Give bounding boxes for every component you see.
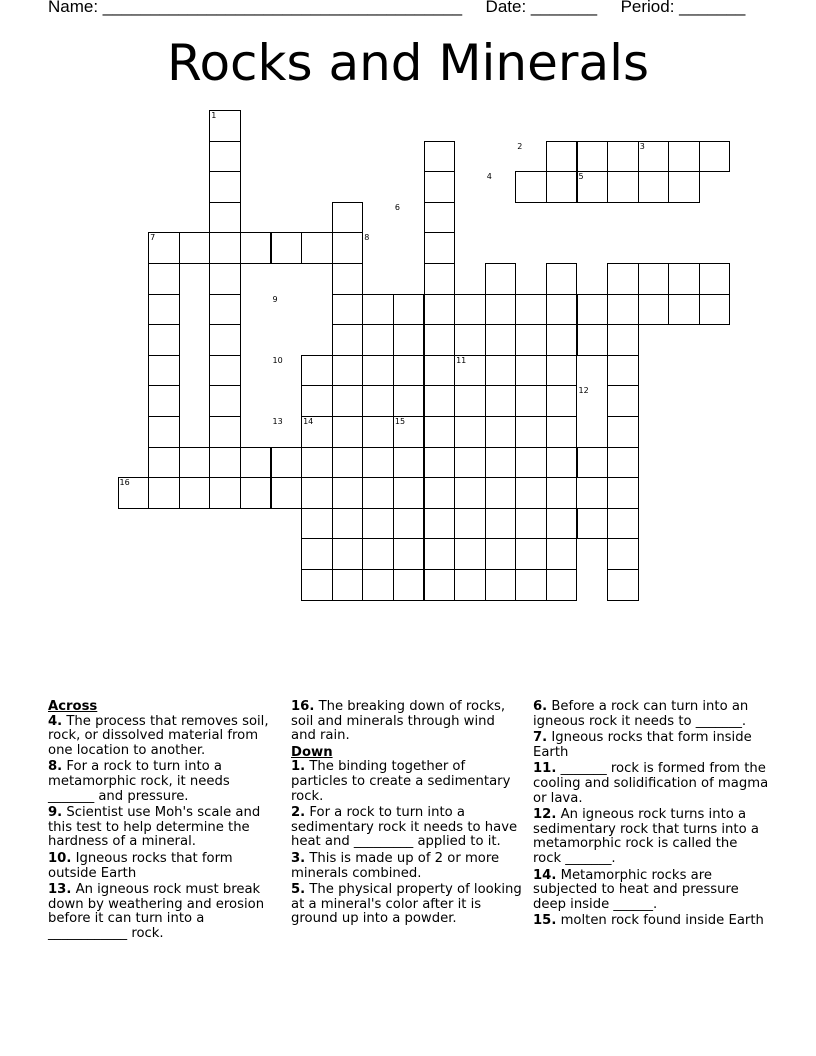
crossword-cell[interactable] (546, 141, 578, 173)
crossword-cell[interactable] (362, 569, 394, 601)
crossword-cell[interactable] (607, 141, 639, 173)
clue-number: 5. (291, 882, 306, 898)
crossword-cell[interactable] (454, 477, 486, 509)
crossword-cell[interactable] (209, 477, 241, 509)
crossword-cell[interactable] (209, 263, 241, 295)
clue-number-label: 6 (394, 202, 400, 212)
name-label[interactable]: Name: ______________________________________ (48, 0, 463, 16)
crossword-cell[interactable] (485, 477, 517, 509)
crossword-cell[interactable] (546, 263, 578, 295)
clue-text: Scientist use Moh's scale and this test to help determine the hardness of a mineral. (48, 805, 261, 850)
crossword-cell[interactable] (393, 477, 425, 509)
across-clue (48, 715, 280, 759)
across-clue (48, 806, 280, 850)
clue-text: The physical property of looking at a mineral's color after it is ground up into a powder. (291, 882, 522, 927)
clue-number: 15. (533, 913, 557, 929)
crossword-cell[interactable] (332, 324, 364, 356)
crossword-cell[interactable] (546, 355, 578, 387)
clue-text: _______ rock is formed from the cooling and solidification of magma or lava. (533, 761, 769, 806)
crossword-cell[interactable] (454, 508, 486, 540)
crossword-cell[interactable] (301, 569, 333, 601)
clue-number: 3. (291, 850, 306, 866)
crossword-cell[interactable] (148, 416, 180, 448)
crossword-cell[interactable] (301, 385, 333, 417)
crossword-cell[interactable] (240, 232, 272, 264)
clue-number-label: 8 (364, 233, 370, 243)
crossword-cell[interactable] (577, 141, 609, 173)
crossword-cell[interactable] (424, 202, 456, 234)
crossword-cell[interactable] (607, 477, 639, 509)
crossword-cell[interactable] (362, 294, 394, 326)
clue-number-label: 3 (639, 141, 645, 151)
crossword-cell[interactable] (424, 263, 456, 295)
crossword-cell[interactable] (393, 294, 425, 326)
clue-number: 10. (48, 850, 72, 866)
crossword-cell[interactable] (332, 202, 364, 234)
across-clue (48, 760, 280, 804)
page-title: Rocks and Minerals (166, 34, 650, 92)
clue-column-1 (48, 700, 280, 944)
crossword-cell[interactable] (424, 385, 456, 417)
crossword-cell[interactable] (393, 569, 425, 601)
crossword-cell[interactable] (424, 508, 456, 540)
period-label[interactable]: Period: _______ (620, 0, 746, 16)
clue-number: 12. (533, 807, 557, 823)
crossword-cell[interactable] (546, 569, 578, 601)
crossword-cell[interactable] (332, 294, 364, 326)
crossword-cell[interactable] (515, 355, 547, 387)
clue-text: For a rock to turn into a sedimentary rock it needs to have heat and _________ applied to it. (291, 805, 518, 850)
crossword-cell[interactable] (240, 477, 272, 509)
crossword-cell[interactable] (209, 385, 241, 417)
crossword-cell[interactable] (699, 294, 731, 326)
clue-column-3 (533, 700, 769, 931)
crossword-cell[interactable] (546, 477, 578, 509)
crossword-cell[interactable] (424, 538, 456, 570)
crossword-cell[interactable] (148, 477, 180, 509)
crossword-cell[interactable] (209, 324, 241, 356)
crossword-cell[interactable] (332, 508, 364, 540)
crossword-cell[interactable] (607, 447, 639, 479)
crossword-cell[interactable] (515, 416, 547, 448)
crossword-cell[interactable] (607, 324, 639, 356)
crossword-cell[interactable] (485, 416, 517, 448)
crossword-cell[interactable] (485, 538, 517, 570)
clue-number: 14. (533, 867, 557, 883)
clue-number-label: 2 (517, 141, 523, 151)
clue-text: An igneous rock turns into a sedimentary rock that turns into a metamorphic rock is called the rock _______. (533, 807, 759, 866)
crossword-cell[interactable] (301, 538, 333, 570)
crossword-cell[interactable] (454, 324, 486, 356)
crossword-cell[interactable] (362, 324, 394, 356)
clue-number: 7. (533, 730, 548, 746)
crossword-cell[interactable] (209, 355, 241, 387)
crossword-cell[interactable] (209, 232, 241, 264)
crossword-cell[interactable] (148, 294, 180, 326)
date-label[interactable]: Date: _______ (485, 0, 598, 16)
crossword-cell[interactable] (485, 508, 517, 540)
crossword-cell[interactable] (515, 171, 547, 203)
clue-number-label: 5 (578, 172, 584, 182)
crossword-cell[interactable] (546, 447, 578, 479)
crossword-cell[interactable] (607, 171, 639, 203)
down-heading: Down (291, 744, 333, 760)
clue-number: 9. (48, 805, 63, 821)
crossword-cell[interactable] (638, 171, 670, 203)
crossword-cell[interactable] (332, 416, 364, 448)
crossword-cell[interactable] (301, 477, 333, 509)
clue-column-2 (291, 700, 523, 929)
crossword-cell[interactable] (546, 294, 578, 326)
crossword-cell[interactable] (515, 569, 547, 601)
crossword-cell[interactable] (485, 569, 517, 601)
clue-text: Metamorphic rocks are subjected to heat and pressure deep inside ______. (533, 867, 739, 912)
crossword-cell[interactable] (607, 416, 639, 448)
crossword-cell[interactable] (668, 171, 700, 203)
crossword-cell[interactable] (362, 447, 394, 479)
clue-number: 13. (48, 882, 72, 898)
crossword-cell[interactable] (209, 447, 241, 479)
crossword-cell[interactable] (209, 416, 241, 448)
down-clue (533, 914, 769, 929)
down-clue (533, 731, 769, 760)
crossword-cell[interactable] (179, 232, 211, 264)
crossword-cell[interactable] (424, 232, 456, 264)
crossword-cell[interactable] (424, 447, 456, 479)
crossword-cell[interactable] (546, 171, 578, 203)
clue-number-label: 4 (486, 172, 492, 182)
crossword-cell[interactable] (393, 385, 425, 417)
crossword-cell[interactable] (515, 447, 547, 479)
crossword-cell[interactable] (607, 385, 639, 417)
crossword-cell[interactable] (332, 355, 364, 387)
crossword-cell[interactable] (607, 355, 639, 387)
crossword-cell[interactable] (179, 477, 211, 509)
crossword-cell[interactable] (362, 385, 394, 417)
across-clue (291, 700, 523, 744)
crossword-cell[interactable] (546, 324, 578, 356)
clue-text: The binding together of particles to create a sedimentary rock. (291, 759, 511, 804)
crossword-cell[interactable] (301, 447, 333, 479)
clue-text: molten rock found inside Earth (556, 913, 764, 929)
crossword-cell[interactable] (332, 263, 364, 295)
crossword-cell[interactable] (454, 416, 486, 448)
crossword-cell[interactable] (332, 477, 364, 509)
crossword-cell[interactable] (393, 538, 425, 570)
clue-number: 16. (291, 699, 315, 714)
crossword-cell[interactable] (332, 447, 364, 479)
crossword-cell[interactable] (485, 263, 517, 295)
crossword-cell[interactable] (485, 447, 517, 479)
crossword-cell[interactable] (607, 263, 639, 295)
clue-number-label: 16 (119, 478, 130, 488)
clue-number: 6. (533, 699, 548, 714)
crossword-cell[interactable] (424, 477, 456, 509)
crossword-cell[interactable] (546, 416, 578, 448)
crossword-cell[interactable] (638, 263, 670, 295)
crossword-cell[interactable] (148, 263, 180, 295)
crossword-cell[interactable] (546, 508, 578, 540)
crossword-cell[interactable] (607, 508, 639, 540)
crossword-cell[interactable] (668, 294, 700, 326)
clue-text: The process that removes soil, rock, or dissolved material from one location to another. (48, 713, 269, 758)
crossword-cell[interactable] (577, 508, 609, 540)
crossword-cell[interactable] (424, 141, 456, 173)
clue-number-label: 7 (150, 233, 156, 243)
clue-number: 11. (533, 761, 557, 777)
crossword-cell[interactable] (668, 141, 700, 173)
clue-number: 4. (48, 713, 63, 729)
crossword-cell[interactable] (332, 232, 364, 264)
crossword-cell[interactable] (577, 447, 609, 479)
crossword-cell[interactable] (485, 385, 517, 417)
clue-number: 2. (291, 805, 306, 821)
crossword-cell[interactable] (240, 447, 272, 479)
crossword-cell[interactable] (699, 263, 731, 295)
crossword-cell[interactable] (577, 294, 609, 326)
down-clue (533, 808, 769, 866)
crossword-cell[interactable] (515, 538, 547, 570)
down-clue (533, 869, 769, 913)
across-clue (48, 883, 280, 941)
across-clue (48, 852, 280, 881)
clue-number-label: 14 (303, 417, 314, 426)
down-clue (291, 883, 523, 927)
down-clue (291, 852, 523, 881)
crossword-cell[interactable] (332, 538, 364, 570)
clue-number-label: 11 (456, 355, 467, 365)
clue-text: This is made up of 2 or more minerals combined. (291, 850, 500, 881)
clue-number-label: 1 (211, 111, 217, 120)
crossword-cell[interactable] (148, 385, 180, 417)
crossword-cell[interactable] (668, 263, 700, 295)
crossword-cell[interactable] (332, 385, 364, 417)
crossword-cell[interactable] (179, 447, 211, 479)
down-clue (291, 760, 523, 804)
crossword-cell[interactable] (485, 324, 517, 356)
crossword-cell[interactable] (424, 355, 456, 387)
clue-number: 1. (291, 759, 306, 775)
crossword-cell[interactable] (301, 508, 333, 540)
crossword-cell[interactable] (699, 141, 731, 173)
crossword-cell[interactable] (301, 232, 333, 264)
crossword-cell[interactable] (424, 324, 456, 356)
clue-text: Igneous rocks that form outside Earth (48, 850, 233, 881)
crossword-cell[interactable] (148, 324, 180, 356)
crossword-cell[interactable] (362, 508, 394, 540)
crossword-cell[interactable] (577, 324, 609, 356)
crossword-cell[interactable] (362, 355, 394, 387)
crossword-cell[interactable] (301, 355, 333, 387)
crossword-cell[interactable] (209, 171, 241, 203)
clue-text: For a rock to turn into a metamorphic rock, it needs _______ and pressure. (48, 759, 230, 804)
crossword-cell[interactable] (485, 294, 517, 326)
crossword-cell[interactable] (607, 294, 639, 326)
crossword-cell[interactable] (148, 355, 180, 387)
crossword-cell[interactable] (607, 538, 639, 570)
crossword-cell[interactable] (424, 569, 456, 601)
crossword-cell[interactable] (393, 447, 425, 479)
crossword-cell[interactable] (515, 385, 547, 417)
crossword-cell[interactable] (271, 477, 303, 509)
crossword-cell[interactable] (454, 569, 486, 601)
down-clue (291, 806, 523, 850)
crossword-cell[interactable] (209, 202, 241, 234)
crossword-cell[interactable] (393, 324, 425, 356)
clue-number-label: 15 (394, 417, 406, 426)
crossword-cell[interactable] (362, 538, 394, 570)
crossword-cell[interactable] (454, 385, 486, 417)
crossword-cell[interactable] (148, 447, 180, 479)
clue-number-label: 10 (272, 355, 283, 365)
crossword-cell[interactable] (515, 477, 547, 509)
clue-text: Igneous rocks that form inside Earth (533, 730, 752, 760)
crossword-cell[interactable] (393, 508, 425, 540)
crossword-cell[interactable] (607, 569, 639, 601)
clue-number-label: 9 (272, 294, 278, 304)
crossword-cell[interactable] (271, 447, 303, 479)
crossword-cell[interactable] (546, 538, 578, 570)
crossword-cell[interactable] (362, 416, 394, 448)
crossword-cell[interactable] (638, 294, 670, 326)
crossword-cell[interactable] (515, 508, 547, 540)
crossword-cell[interactable] (209, 294, 241, 326)
clue-text: An igneous rock must break down by weathering and erosion before it can turn into a ____________ rock. (48, 882, 265, 941)
crossword-cell[interactable] (454, 294, 486, 326)
clue-number-label: 13 (272, 417, 283, 426)
clue-number-label: 12 (578, 386, 589, 396)
across-heading: Across (48, 699, 98, 714)
crossword-cell[interactable] (332, 569, 364, 601)
crossword-cell[interactable] (209, 141, 241, 173)
down-clue (533, 762, 769, 806)
crossword-cell[interactable] (454, 447, 486, 479)
clue-number: 8. (48, 759, 63, 775)
crossword-cell[interactable] (424, 416, 456, 448)
crossword-cell[interactable] (485, 355, 517, 387)
down-clue (533, 700, 769, 729)
crossword-cell[interactable] (424, 294, 456, 326)
crossword-cell[interactable] (515, 324, 547, 356)
clue-text: The breaking down of rocks, soil and minerals through wind and rain. (291, 699, 506, 744)
crossword-cell[interactable] (454, 538, 486, 570)
crossword-cell[interactable] (271, 232, 303, 264)
crossword-cell[interactable] (515, 294, 547, 326)
clue-text: Before a rock can turn into an igneous rock it needs to _______. (533, 699, 749, 729)
crossword-cell[interactable] (362, 477, 394, 509)
crossword-cell[interactable] (393, 355, 425, 387)
crossword-cell[interactable] (546, 385, 578, 417)
crossword-cell[interactable] (424, 171, 456, 203)
